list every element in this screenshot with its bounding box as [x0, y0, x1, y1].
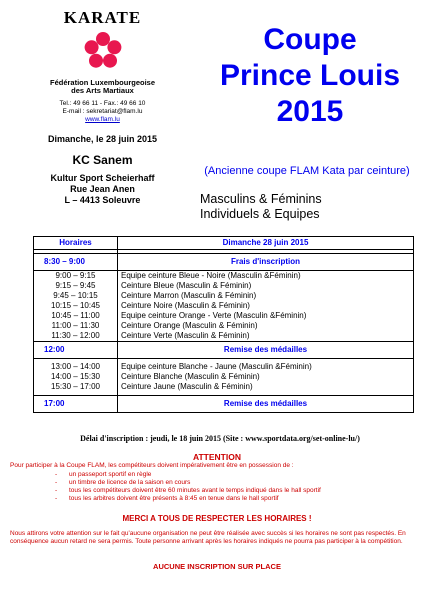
- list-item: - un passeport sportif en règle: [55, 471, 425, 479]
- merci-heading: MERCI A TOUS DE RESPECTER LES HORAIRES !: [122, 514, 312, 523]
- section-row: 17:00 Remise des médailles: [34, 396, 414, 413]
- header-block: [20, 8, 185, 206]
- registration-deadline: Délai d'inscription : jeudi, le 18 juin 2015 (Site : www.sportdata.org/set-online-lu/): [80, 434, 360, 443]
- section-row: 12:00 Remise des médailles: [34, 342, 414, 359]
- table-row: 9:15 – 9:45 Ceinture Bleue (Masculin & Féminin): [34, 281, 414, 291]
- table-row: 14:00 – 15:30 Ceinture Blanche (Masculin & Féminin): [34, 372, 414, 382]
- schedule-table: [33, 236, 414, 413]
- org-name: KARATE: [63, 8, 142, 27]
- table-row: 15:30 – 17:00 Ceinture Jaune (Masculin & Féminin): [34, 382, 414, 392]
- page-title: Coupe Prince Louis 2015: [219, 23, 401, 128]
- categories: Masculins & Féminins Individuels & Equipes: [200, 192, 322, 221]
- list-item: - tous les compétiteurs doivent être 60 minutes avant le temps indiqué dans le hall sportif: [55, 487, 425, 495]
- table-header: [34, 237, 414, 250]
- closing-notice: AUCUNE INSCRIPTION SUR PLACE: [153, 562, 281, 571]
- col-time-header: Horaires: [34, 237, 118, 250]
- contact-phone: Tel.: 49 66 11 - Fax.: 49 66 10: [59, 100, 146, 107]
- requirements-list: [55, 471, 425, 503]
- event-date: Dimanche, le 28 juin 2015: [47, 134, 158, 144]
- page-subtitle: (Ancienne coupe FLAM Kata par ceinture): [204, 165, 410, 177]
- attention-heading: ATTENTION: [192, 452, 241, 462]
- flower-logo-icon: [82, 30, 124, 72]
- table-row: 11:00 – 11:30 Ceinture Orange (Masculin & Féminin): [34, 321, 414, 331]
- table-row: 9:45 – 10:15 Ceinture Marron (Masculin & Féminin): [34, 291, 414, 301]
- federation-name: Fédération Luxembourgeoise des Arts Martiaux: [49, 78, 156, 95]
- table-row: 11:30 – 12:00 Ceinture Verte (Masculin & Féminin): [34, 331, 414, 342]
- contact-email: E-mail : sekretariat@flam.lu: [62, 108, 143, 115]
- table-row: 10:15 – 10:45 Ceinture Noire (Masculin & Féminin): [34, 301, 414, 311]
- table-row: 10:45 – 11:00 Equipe ceinture Orange - Verte (Masculin &Féminin): [34, 311, 414, 321]
- venue-address: Kultur Sport Scheierhaff Rue Jean Anen L – 4413 Soleuvre: [50, 173, 155, 205]
- website-link[interactable]: www.flam.lu: [85, 116, 120, 123]
- club-name: KC Sanem: [72, 153, 133, 167]
- notice-intro: Pour participer à la Coupe FLAM, les compétiteurs doivent impérativement être en possession de :: [10, 462, 294, 469]
- final-notice: Nous attirons votre attention sur le fait qu'aucune organisation ne peut être réalisée avec succès si les horaires ne sont pas respectés. En conséquence aucun retard ne sera permis. Toute personne arrivant après les horaires indiqués ne pourra pas participer à la compétition.: [10, 530, 406, 545]
- list-item: - un timbre de licence de la saison en cours: [55, 479, 425, 487]
- table-row: 13:00 – 14:00 Equipe ceinture Blanche - Jaune (Masculin &Féminin): [34, 362, 414, 372]
- section-row: 8:30 – 9:00 Frais d'inscription: [34, 254, 414, 271]
- table-row: 9:00 – 9:15 Equipe ceinture Bleue - Noire (Masculin &Féminin): [34, 271, 414, 282]
- col-day-header: Dimanche 28 juin 2015: [118, 237, 414, 250]
- list-item: - tous les arbitres doivent être présents à 8:45 en tenue dans le hall sportif: [55, 495, 425, 503]
